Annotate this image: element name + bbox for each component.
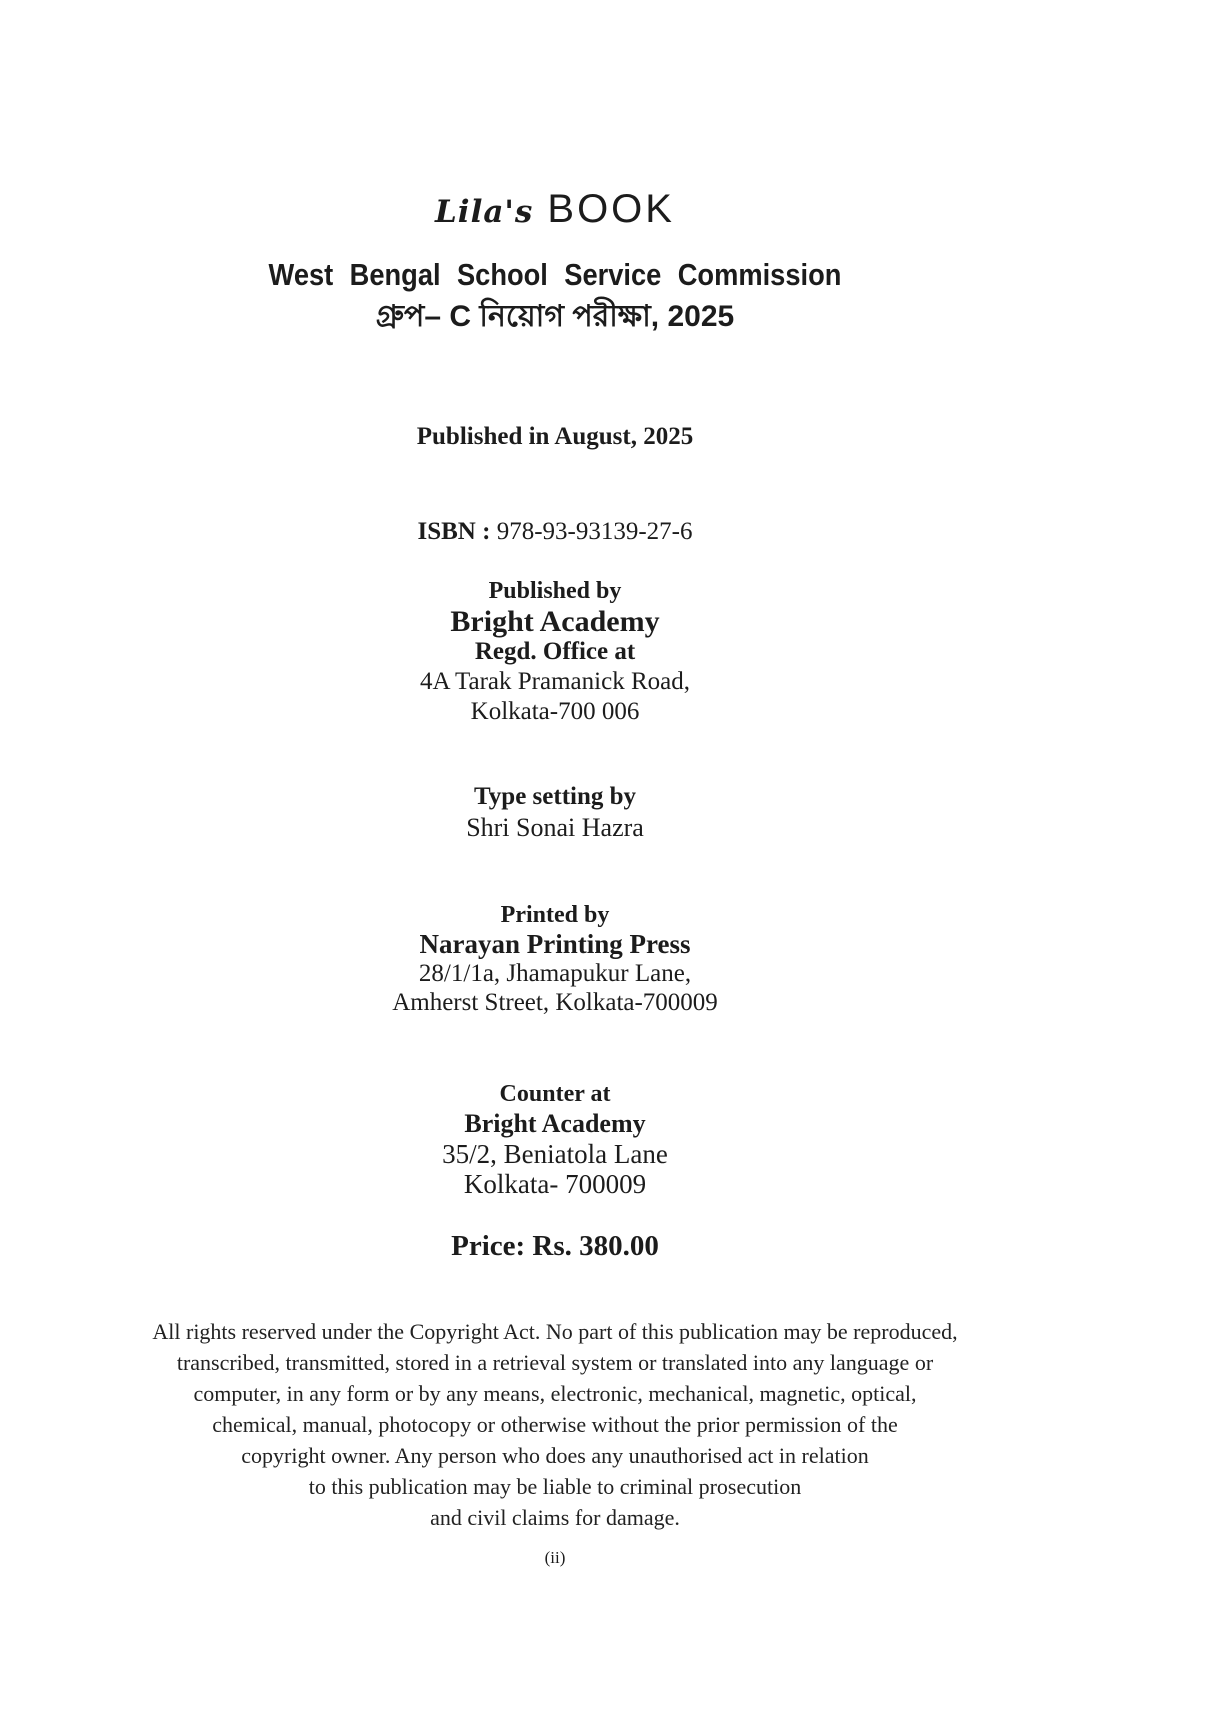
copyright-line: transcribed, transmitted, stored in a retrieval system or translated into any language or [176,1350,934,1375]
logo-book-text: BOOK [547,187,675,231]
copyright-line: and civil claims for damage. [430,1505,680,1530]
copyright-line: computer, in any form or by any means, electronic, mechanical, magnetic, optical, [193,1381,917,1406]
typesetter-name: Shri Sonai Hazra [466,813,644,842]
copyright-notice [0,1316,1110,1533]
publication-date: Published in August, 2025 [416,423,694,450]
counter-address-line: Kolkata- 700009 [463,1169,647,1199]
counter-section [0,1079,1110,1199]
logo-script-text: Lila's [435,194,534,230]
copyright-line: chemical, manual, photocopy or otherwise without the prior permission of the [212,1412,898,1437]
printer-name: Narayan Printing Press [419,929,691,959]
publisher-heading: Published by [488,578,622,604]
publisher-address-line: 4A Tarak Pramanick Road, [420,668,690,695]
typesetting-section [0,782,1110,844]
publisher-section [0,576,1110,727]
copyright-line: copyright owner. Any person who does any unauthorised act in relation [241,1443,869,1468]
book-title: West Bengal School Service Commission [268,257,842,292]
typesetting-heading: Type setting by [473,783,637,810]
copyright-line: to this publication may be liable to criminal prosecution [308,1474,802,1499]
isbn-label: ISBN : [417,518,491,545]
copyright-line: All rights reserved under the Copyright Act. No part of this publication may be reproduced, [152,1319,958,1344]
counter-address-line: 35/2, Beniatola Lane [442,1139,668,1169]
printer-section [0,901,1110,1017]
publisher-office-label: Regd. Office at [474,638,636,665]
book-subtitle-bengali: গ্রুপ– C নিয়োগ পরীক্ষা, 2025 [375,300,735,333]
counter-heading: Counter at [499,1081,611,1107]
isbn-line [0,517,1110,547]
publisher-logo [0,0,1110,237]
printer-address-line: 28/1/1a, Jhamapukur Lane, [418,960,692,987]
page-number: (ii) [544,1548,566,1567]
price: Price: Rs. 380.00 [451,1230,659,1262]
publisher-address-line: Kolkata-700 006 [470,698,640,725]
printer-heading: Printed by [500,902,610,928]
isbn-value: 978-93-93139-27-6 [496,518,693,545]
printer-address-line: Amherst Street, Kolkata-700009 [392,989,718,1016]
publisher-name: Bright Academy [450,605,660,638]
counter-name: Bright Academy [464,1109,646,1138]
